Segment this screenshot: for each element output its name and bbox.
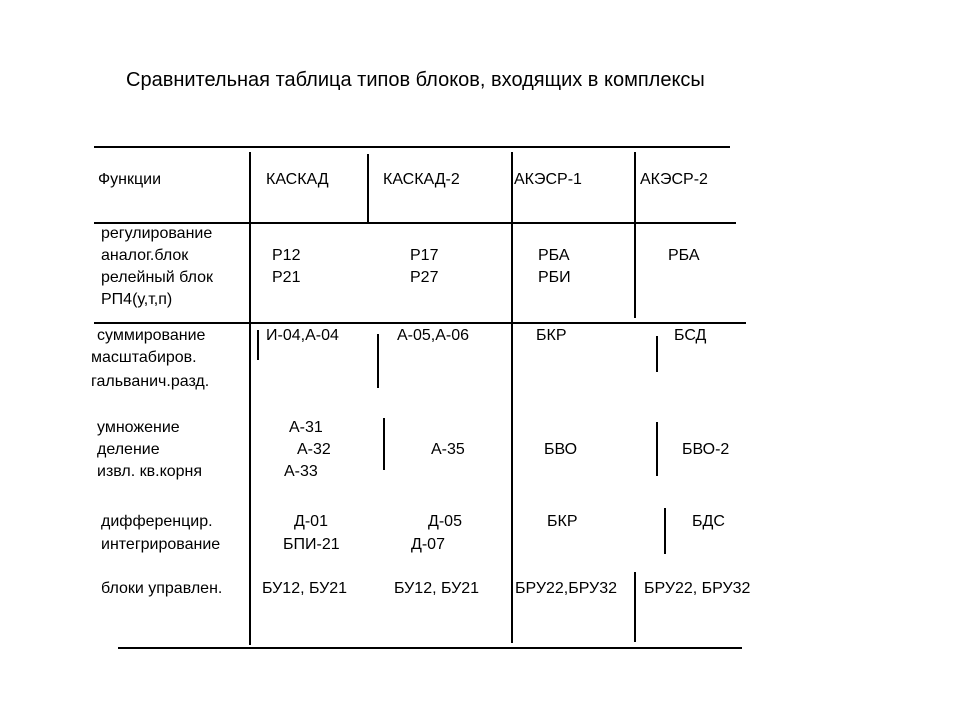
kaskad2-cell: БУ12, БУ21 (394, 580, 480, 597)
kaskad-cell: А-32 (297, 441, 331, 458)
akesr2-cell: БРУ22, БРУ32 (644, 580, 751, 597)
kaskad-cell: Д-01 (294, 513, 328, 530)
kaskad-cell: БУ12, БУ21 (262, 580, 348, 597)
column-divider-1 (249, 152, 251, 645)
page-title: Сравнительная таблица типов блоков, входящих в комплексы (126, 69, 705, 91)
function-label: регулирование (101, 225, 213, 242)
header-kaskad: КАСКАД (266, 171, 329, 188)
function-label: извл. кв.корня (97, 463, 203, 480)
akesr2-cell: БВО-2 (682, 441, 730, 458)
function-label: аналог.блок (101, 247, 189, 264)
kaskad-left-tick (257, 330, 259, 360)
column-divider-4-part (634, 572, 636, 642)
akesr2-cell: РБА (668, 247, 700, 264)
function-label: релейный блок (101, 269, 214, 286)
function-label: РП4(у,т,п) (101, 291, 173, 308)
akesr1-cell: БВО (544, 441, 578, 458)
kaskad2-cell: Д-05 (428, 513, 462, 530)
group1-bottom-rule (94, 322, 746, 324)
column-divider-2-part (383, 418, 385, 470)
kaskad2-cell: А-05,А-06 (397, 327, 470, 344)
header-functions: Функции (98, 171, 162, 188)
kaskad-cell: БПИ-21 (283, 536, 340, 553)
kaskad-cell: Р12 (272, 247, 301, 264)
column-divider-4-part (656, 422, 658, 476)
kaskad-cell: Р21 (272, 269, 301, 286)
header-akesr-1: АКЭСР-1 (514, 171, 582, 188)
kaskad-cell: И-04,А-04 (266, 327, 339, 344)
kaskad2-cell: А-35 (431, 441, 465, 458)
table-bottom-rule (118, 647, 742, 649)
function-label: умножение (97, 419, 180, 436)
akesr2-cell: БСД (674, 327, 707, 344)
column-divider-4-part (656, 336, 658, 372)
function-label: гальванич.разд. (91, 373, 210, 390)
kaskad2-cell: Д-07 (411, 536, 445, 553)
akesr1-cell: БКР (536, 327, 567, 344)
akesr1-cell: БРУ22,БРУ32 (515, 580, 618, 597)
header-akesr-2: АКЭСР-2 (640, 171, 708, 188)
function-label: интегрирование (101, 536, 221, 553)
kaskad2-cell: Р17 (410, 247, 439, 264)
function-label: масштабиров. (91, 349, 197, 366)
akesr1-cell: РБИ (538, 269, 571, 286)
kaskad2-cell: Р27 (410, 269, 439, 286)
column-divider-2-part (377, 334, 379, 388)
column-divider-4-part (664, 508, 666, 554)
column-divider-4 (634, 152, 636, 224)
column-divider-4-part (634, 222, 636, 318)
column-divider-2 (367, 154, 369, 224)
akesr1-cell: РБА (538, 247, 570, 264)
function-label: деление (97, 441, 160, 458)
kaskad-cell: А-31 (289, 419, 323, 436)
function-label: блоки управлен. (101, 580, 223, 597)
akesr2-cell: БДС (692, 513, 725, 530)
header-kaskad-2: КАСКАД-2 (383, 171, 460, 188)
column-divider-3 (511, 152, 513, 643)
function-label: дифференцир. (101, 513, 213, 530)
kaskad-cell: А-33 (284, 463, 318, 480)
table-top-rule (94, 146, 730, 148)
function-label: суммирование (97, 327, 206, 344)
akesr1-cell: БКР (547, 513, 578, 530)
